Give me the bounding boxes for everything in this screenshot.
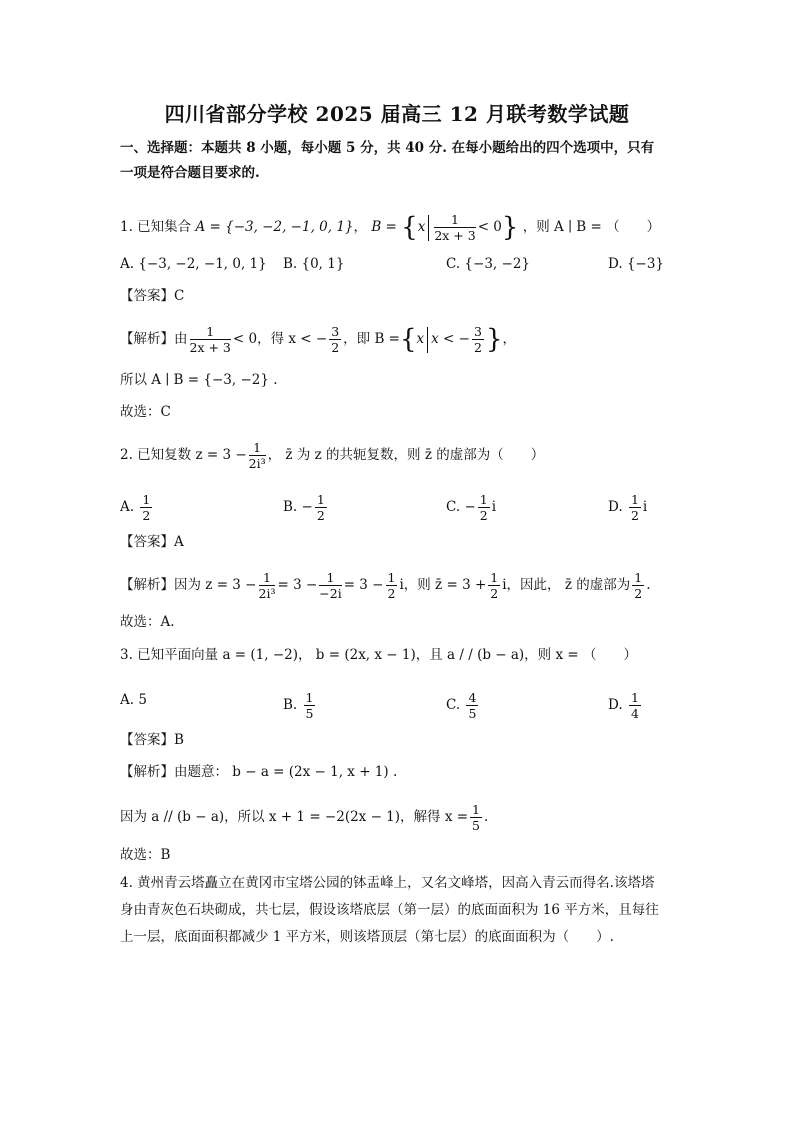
q3-conclusion: 故选：B <box>120 847 171 863</box>
q1-option-c: C. {−3, −2} <box>446 256 530 272</box>
q2-option-b: B. − $\frac{1}{2}$ <box>283 492 325 523</box>
q3-analysis-2: 因为 a // (b − a)，所以 x + 1 = −2(2x − 1)，解得 x = $\frac{1}{5}$ . <box>120 802 489 833</box>
q2-option-a: A. $\frac{1}{2}$ <box>120 492 151 523</box>
section-heading-line-1: 一、选择题：本题共 8 小题，每小题 5 分，共 40 分. 在每小题给出的四个选项中，只有 <box>120 140 655 156</box>
section-heading-line-2: 一项是符合题目要求的. <box>120 165 260 181</box>
q3-option-d: D. $\frac{1}{4}$ <box>608 690 639 721</box>
q2-option-d: D. $\frac{1}{2}$ i <box>608 492 648 523</box>
q2-option-c: C. − $\frac{1}{2}$ i <box>446 492 497 523</box>
question-4-line-2: 身由青灰色石块砌成，共七层，假设该塔底层（第一层）的底面面积为 16 平方米，且每往 <box>120 902 659 918</box>
q1-option-a: A. {−3, −2, −1, 0, 1} <box>120 256 267 272</box>
set-a: A = {−3, −2, −1, 0, 1} <box>195 219 354 235</box>
q1-option-d: D. {−3} <box>608 256 665 272</box>
q1-analysis-2: 所以 A ∣ B = {−3, −2} . <box>120 372 278 388</box>
q2-analysis: 【解析】因为 z = 3 − $\frac{1}{\text{2i³}}$ = 3 − $\frac{1}{-2i}$ = 3 − $\frac{1}{2}$ i，则 z̄ = 3 + $\frac{1}{2}$ i，因此， z̄ 的虚部为 $\frac{1}{2}$ . <box>120 570 651 601</box>
page-title: 四川省部分学校 2025 届高三 12 月联考数学试题 <box>164 102 630 126</box>
q2-answer: 【答案】A <box>120 534 184 550</box>
q1-analysis-1: 【解析】由 $\frac{1}{2x + 3}$ < 0，得 x < − $\frac{3}{2}$ ，即 B ={x x < − $\frac{3}{2}$ }， <box>120 324 516 355</box>
question-3-stem: 3. 已知平面向量 a = (1, −2)， b = (2x, x − 1)，且 a / / (b − a)，则 x = （ ） <box>120 647 637 663</box>
q1-option-b: B. {0, 1} <box>283 256 345 272</box>
q3-option-b: B. $\frac{1}{5}$ <box>283 690 314 721</box>
q1-conclusion: 故选：C <box>120 404 171 420</box>
q3-answer: 【答案】B <box>120 732 184 748</box>
question-4-line-1: 4. 黄州青云塔矗立在黄冈市宝塔公园的钵盂峰上，又名文峰塔，因高入青云而得名.该塔塔 <box>120 875 655 891</box>
question-1-stem: 1. 已知集合 A = {−3, −2, −1, 0, 1}， B = {x $\frac{1}{2x + 3}$ < 0} ，则 A ∣ B = （ ） <box>120 212 661 243</box>
question-2-stem: 2. 已知复数 z = 3 − $\frac{1}{\text{2i³}}$ ， z̄ 为 z 的共轭复数，则 z̄ 的虚部为（ ） <box>120 440 545 471</box>
q3-option-a: A. 5 <box>120 692 147 708</box>
question-4-line-3: 上一层，底面面积都减少 1 平方米，则该塔顶层（第七层）的底面面积为（ ）. <box>120 929 614 945</box>
q1-answer: 【答案】C <box>120 288 185 304</box>
q3-analysis-1: 【解析】由题意： b − a = (2x − 1, x + 1) . <box>120 764 398 780</box>
q3-option-c: C. $\frac{4}{5}$ <box>446 690 477 721</box>
q2-conclusion: 故选：A. <box>120 614 175 630</box>
fraction: $\frac{1}{2x + 3}$ <box>434 212 476 243</box>
